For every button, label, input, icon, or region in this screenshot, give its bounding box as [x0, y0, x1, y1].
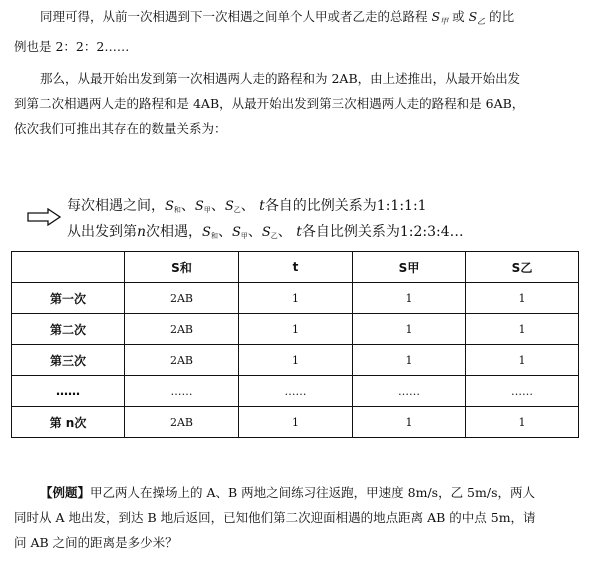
para1-line1-text: 同理可得，从前一次相遇到下一次相遇之间单个人甲或者乙走的总路程: [40, 9, 428, 24]
meeting-ratio-table: [11, 251, 579, 438]
s-jia-symbol: $S_甲$: [231, 225, 248, 240]
table-cell: 1: [239, 345, 353, 376]
table-row: [12, 407, 579, 438]
table-header-cell: S乙: [466, 252, 579, 283]
table-row: [12, 376, 579, 407]
table-cell: 1: [353, 314, 466, 345]
example-problem: [14, 480, 576, 555]
table-row: [12, 283, 579, 314]
para2-line1: 那么，从最开始出发到第一次相遇两人走的路程和为 2AB，由上述推出，从最开始出发: [40, 71, 521, 86]
table-cell: 1: [239, 314, 353, 345]
para1-line1-end: 的比: [489, 9, 515, 24]
table-cell: ……: [125, 376, 239, 407]
table-header-cell: S甲: [353, 252, 466, 283]
table-cell: 1: [466, 283, 579, 314]
table-cell: 1: [466, 345, 579, 376]
summary-line1-ratio: 各自的比例关系为1:1:1:1: [264, 198, 427, 214]
table-header-cell: t: [239, 252, 353, 283]
summary-line-cumulative: 从出发到第n次相遇，$S_和$、$S_甲$、$S_乙$、 t各自比例关系为1:2:3:4…: [67, 224, 464, 240]
row-label: 第一次: [12, 283, 125, 314]
para2-line2: 到第二次相遇两人走的路程和是 4AB，从最开始出发到第三次相遇两人走的路程和是 6AB，: [14, 96, 525, 111]
para1-line2-text: 例也是 2：2：2……: [14, 39, 130, 54]
table-cell: ……: [239, 376, 353, 407]
s-jia-symbol: $S_甲$: [194, 199, 211, 214]
summary-line-per-meeting: 每次相遇之间，$S_和$、$S_甲$、$S_乙$、 t各自的比例关系为1:1:1:1: [67, 198, 427, 214]
paragraph-derivation: [14, 66, 576, 141]
table-cell: 2AB: [125, 345, 239, 376]
table-row: [12, 314, 579, 345]
table-cell: 2AB: [125, 283, 239, 314]
t-symbol: t: [259, 198, 265, 214]
example-line3: 问 AB 之间的距离是多少米？: [14, 535, 178, 550]
row-label: 第 n次: [12, 407, 125, 438]
table-cell: 1: [239, 283, 353, 314]
paragraph-ratio-intro: [14, 4, 576, 59]
table-header-cell: [12, 252, 125, 283]
row-label: 第三次: [12, 345, 125, 376]
table-header-cell: S和: [125, 252, 239, 283]
table-cell: 1: [239, 407, 353, 438]
row-label: ……: [12, 376, 125, 407]
table-header-row: [12, 252, 579, 283]
s-yi-symbol: $S_乙$: [224, 199, 241, 214]
table-cell: 1: [353, 407, 466, 438]
n-symbol: n: [137, 224, 147, 240]
s-yi-symbol: $S_乙$: [261, 225, 278, 240]
table-cell: ……: [466, 376, 579, 407]
or-text: 或: [452, 9, 465, 24]
table-cell: 2AB: [125, 407, 239, 438]
table-cell: 1: [353, 283, 466, 314]
s-jia-symbol: $S_甲$: [431, 9, 449, 26]
s-yi-symbol: $S_乙$: [468, 9, 486, 26]
s-he-symbol: $S_和$: [202, 225, 218, 240]
para2-line3: 依次我们可推出其存在的数量关系为：: [14, 121, 227, 136]
table-row: [12, 345, 579, 376]
s-he-symbol: $S_和$: [165, 199, 181, 214]
example-tag: 【例题】: [40, 485, 91, 500]
table-cell: 1: [466, 407, 579, 438]
hollow-right-arrow-icon: [27, 208, 61, 226]
summary-line2-text: 从出发到第: [67, 224, 137, 240]
summary-line2-ratio: 各自比例关系为1:2:3:4…: [301, 224, 464, 240]
table-cell: 2AB: [125, 314, 239, 345]
row-label: 第二次: [12, 314, 125, 345]
summary-line1-text: 每次相遇之间，: [67, 198, 165, 214]
table-cell: 1: [353, 345, 466, 376]
t-symbol: t: [296, 224, 302, 240]
example-line1: 甲乙两人在操场上的 A、B 两地之间练习往返跑，甲速度 8m/s，乙 5m/s，两人: [90, 485, 535, 500]
table-cell: 1: [466, 314, 579, 345]
table-cell: ……: [353, 376, 466, 407]
example-line2: 同时从 A 地出发，到达 B 地后返回，已知他们第二次迎面相遇的地点距离 AB 的中点 5m，请: [14, 510, 536, 525]
